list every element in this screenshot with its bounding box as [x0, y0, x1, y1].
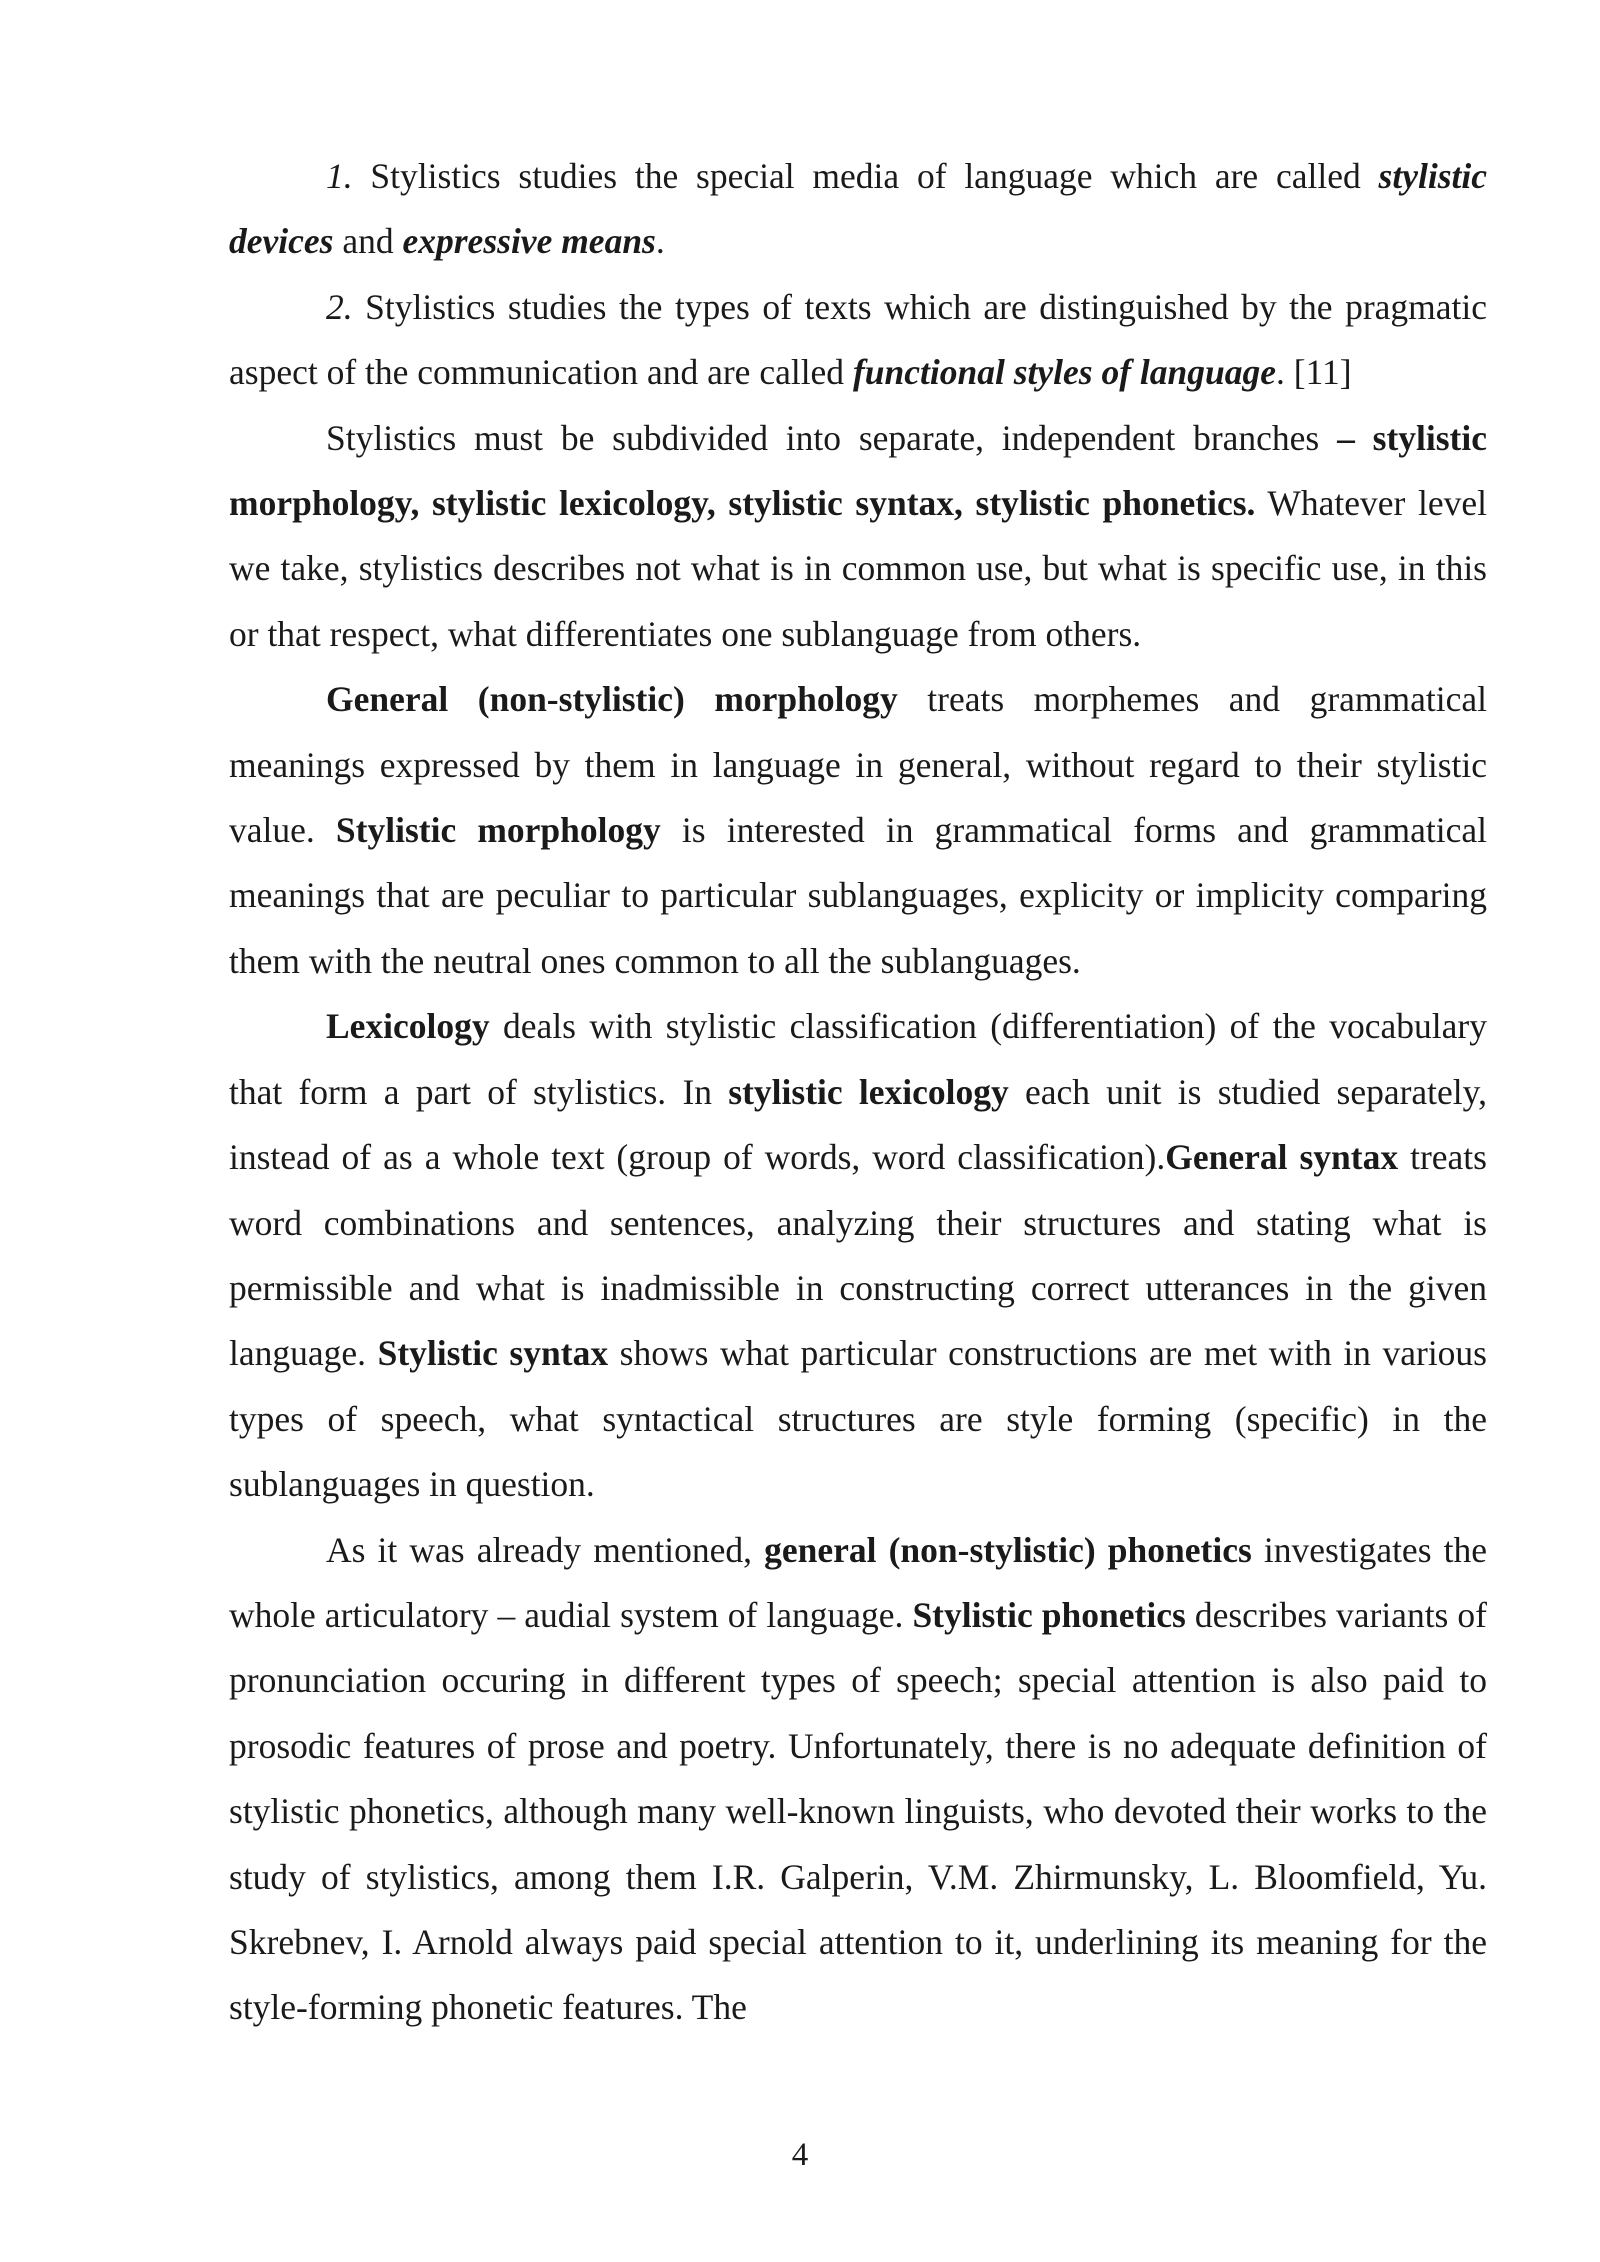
term-general-phonetics: general (non-stylistic) phonetics: [764, 1529, 1252, 1570]
paragraph-1: 1. Stylistics studies the special media of language which are called stylistic devices and expressive means.: [229, 156, 1487, 262]
list-marker: 2.: [326, 286, 353, 327]
term-stylistic-morphology: Stylistic morphology: [335, 810, 661, 851]
term-stylistic-devices: stylistic devices: [229, 156, 1487, 262]
term-expressive-means: expressive means: [402, 221, 656, 262]
paragraph-4: General (non-stylistic) morphology treats morphemes and grammatical meanings expressed by them in language in general, without regard to their stylistic value. Stylistic morphology is interested in grammatical forms and grammatical meanings that are peculiar to particular sublanguages, explicity or implicity comparing them with the neutral ones common to all the sublanguages.: [229, 679, 1487, 981]
paragraph-3: Stylistics must be subdivided into separate, independent branches – stylistic morphology, stylistic lexicology, stylistic syntax, stylistic phonetics. Whatever level we take, stylistics describes not what is in common use, but what is specific use, in this or that respect, what differentiates one sublanguage from others.: [229, 417, 1487, 654]
paragraph-2: 2. Stylistics studies the types of texts which are distinguished by the pragmatic aspect of the communication and are called functional styles of language. [11]: [229, 286, 1487, 393]
term-general-morphology: General (non-stylistic) morphology: [326, 679, 898, 720]
list-marker: 1.: [326, 156, 353, 196]
citation: . [11]: [1276, 352, 1352, 393]
term-functional-styles: functional styles of language: [852, 352, 1277, 393]
page-number: 4: [791, 2137, 809, 2173]
paragraph-5: Lexicology deals with stylistic classification (differentiation) of the vocabulary that form a part of stylistics. In stylistic lexicology each unit is studied separately, instead of as a whole text (group of words, word classification).General syntax treats word combinations and sentences, analyzing their structures and stating what is permissible and what is inadmissible in constructing correct utterances in the given language. Stylistic syntax shows what particular constructions are met with in various types of speech, what syntactical structures are style forming (specific) in the sublanguages in question.: [229, 1006, 1487, 1505]
paragraph-6: As it was already mentioned, general (non-stylistic) phonetics investigates the whole articulatory – audial system of language. Stylistic phonetics describes variants of pronunciation occuring in different types of speech; special attention is also paid to prosodic features of prose and poetry. Unfortunately, there is no adequate definition of stylistic phonetics, although many well-known linguists, who devoted their works to the study of stylistics, among them I.R. Galperin, V.M. Zhirmunsky, L. Bloomfield, Yu. Skrebnev, I. Arnold always paid special attention to it, underlining its meaning for the style-forming phonetic features. The: [229, 1529, 1487, 2028]
term-stylistic-lexicology: stylistic lexicology: [728, 1071, 1009, 1112]
term-stylistic-syntax: Stylistic syntax: [377, 1333, 609, 1374]
term-general-syntax: General syntax: [1165, 1137, 1399, 1178]
body-text: [229, 144, 1487, 2041]
term-lexicology: Lexicology: [326, 1006, 490, 1047]
branches-list: – stylistic morphology, stylistic lexicology, stylistic syntax, stylistic phonetics.: [229, 417, 1487, 524]
term-stylistic-phonetics: Stylistic phonetics: [912, 1594, 1186, 1635]
